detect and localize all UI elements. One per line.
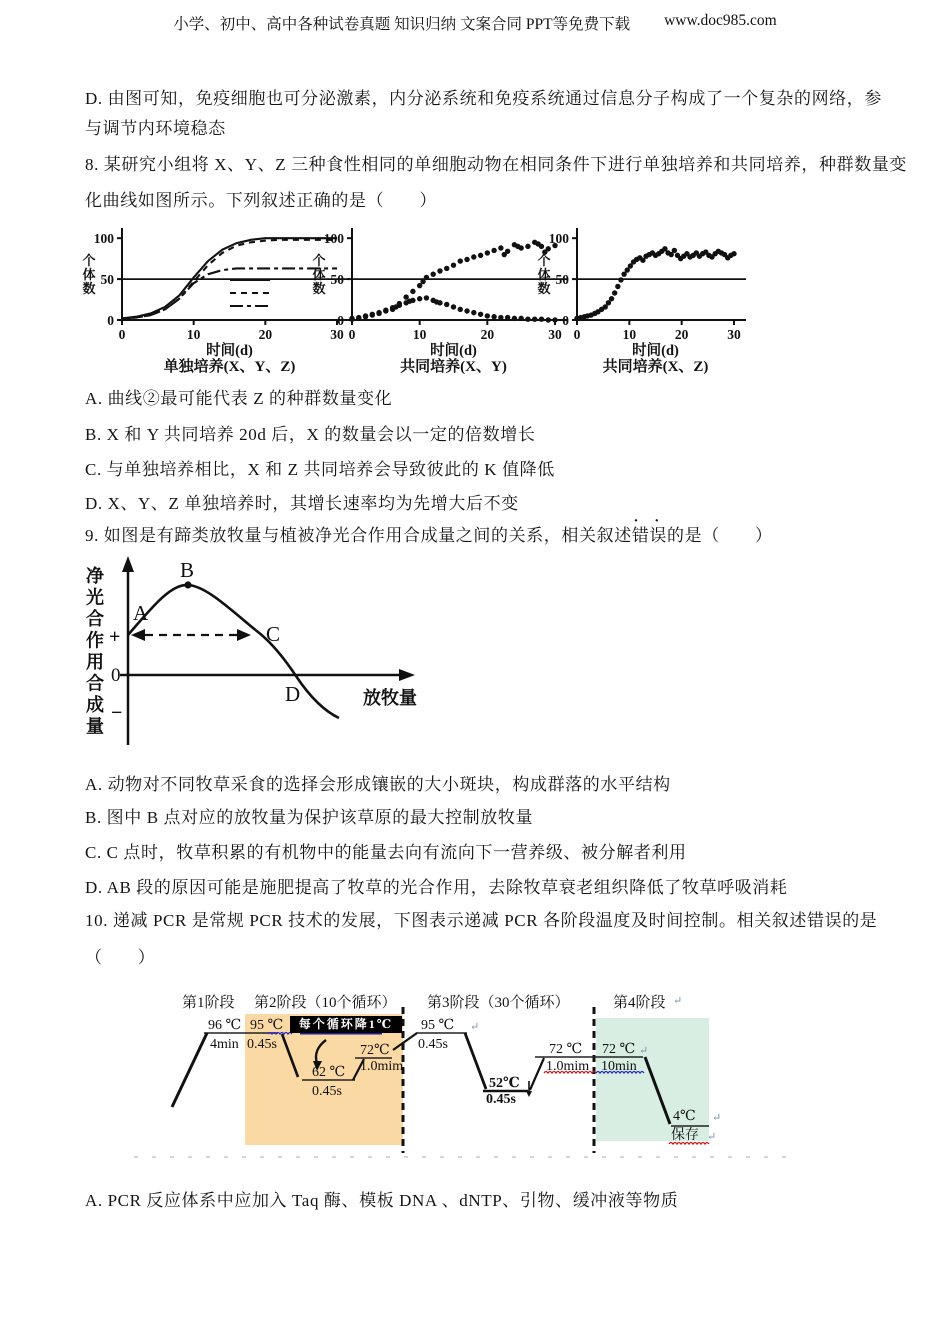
series-declining-point	[376, 311, 381, 316]
series-rising-point	[485, 250, 490, 255]
series-declining-point	[491, 314, 496, 319]
stage2-denature-temp: 95 ℃	[250, 1018, 284, 1033]
stage3-denature-time: 0.45s	[418, 1037, 448, 1052]
x-tick-label: 30	[330, 327, 344, 342]
series-declining-point	[525, 316, 530, 321]
q7-option-d-line2: 与调节内环境稳态	[85, 119, 226, 138]
series-xz-point	[609, 296, 614, 301]
x-tick-label: 0	[348, 327, 356, 342]
y-tick-label: 50	[100, 272, 114, 288]
series-declining-point	[444, 302, 449, 307]
stage2-extend-temp: 72℃	[360, 1043, 390, 1058]
y-tick-label: 0	[562, 313, 569, 328]
series-declining-point	[458, 307, 463, 312]
q8-stem-line2: 化曲线如图所示。下列叙述正确的是（ ）	[85, 191, 437, 210]
series-declining-point	[356, 316, 361, 321]
x-tick-label: 10	[412, 327, 427, 342]
q9-option-d: D. AB 段的原因可能是施肥提高了牧草的光合作用，去除牧草衰老组织降低了牧草呼吸消耗	[85, 878, 788, 897]
series-xz-point	[672, 248, 677, 253]
series-declining-point	[532, 316, 537, 321]
x-tick-label: 0	[118, 327, 126, 342]
page-header	[0, 12, 950, 34]
series-xz-point	[615, 284, 620, 289]
series-declining-point	[410, 298, 415, 303]
y-tick-label: 100	[93, 231, 114, 247]
series-rising-point	[451, 262, 456, 267]
stage1-time: 4min	[210, 1037, 239, 1052]
stage4-extend-temp: 72 ℃	[602, 1042, 636, 1057]
cycle-decrease-arrow	[316, 1040, 326, 1063]
x-tick-label: 20	[258, 327, 273, 342]
stage4-hold-label: 保存	[671, 1128, 699, 1143]
series-declining-point	[451, 304, 456, 309]
y-axis-label: 个体数	[82, 253, 96, 297]
q8-option-b: B. X 和 Y 共同培养 20d 后，X 的数量会以一定的倍数增长	[85, 425, 536, 444]
point-b-dot	[184, 581, 191, 588]
per-cycle-decrease-note: 每个循环降1℃	[290, 1016, 402, 1033]
ramp-95-to-52	[465, 1033, 486, 1089]
series-rising-point	[539, 244, 544, 249]
x-axis-label: 时间(d)	[206, 343, 253, 359]
x-axis-label: 时间(d)	[430, 343, 477, 359]
q9-option-b: B. 图中 B 点对应的放牧量为保护该草原的最大控制放牧量	[85, 808, 534, 827]
series-declining-point	[485, 313, 490, 318]
q9-option-a: A. 动物对不同牧草采食的选择会形成镶嵌的大小斑块，构成群落的水平结构	[85, 775, 671, 794]
series-rising-point	[444, 266, 449, 271]
stage3-denature-temp: 95 ℃	[421, 1018, 455, 1033]
series-declining-point	[464, 308, 469, 313]
stage4-hold-temp: 4℃	[673, 1109, 696, 1124]
net-photosynthesis-curve	[128, 585, 339, 718]
ramp-52-to-72	[530, 1058, 544, 1090]
stage1-header: 第1阶段	[182, 995, 235, 1011]
series-xz-point	[612, 290, 617, 295]
q8-option-d: D. X、Y、Z 单独培养时，其增长速率均为先增大后不变	[85, 494, 519, 513]
return-mark-2: ↵	[470, 1021, 480, 1033]
series-declining-point	[397, 303, 402, 308]
y-tick-label: 100	[548, 231, 569, 247]
series-declining-point	[417, 296, 422, 301]
series-declining-point	[383, 308, 388, 313]
series-rising-point	[410, 289, 415, 294]
q9-option-c: C. C 点时，牧草积累的有机物中的能量去向有流向下一营养级、被分解者利用	[85, 843, 687, 862]
stage4-header: 第4阶段	[613, 995, 666, 1011]
series-declining-point	[546, 317, 551, 322]
y-tick-label: 0	[337, 313, 344, 328]
q9-xlabel: 放牧量	[363, 688, 417, 708]
series-rising-point	[478, 253, 483, 258]
q9-ylabel: 净光合作用合成量	[86, 566, 104, 737]
y-mark-zero: 0	[111, 665, 121, 686]
ramp-72-to-95	[393, 1033, 417, 1050]
point-label-b: B	[180, 558, 195, 582]
stage3-header: 第3阶段（30个循环）	[427, 995, 570, 1011]
point-label-d: D	[285, 682, 301, 706]
x-axis-arrow-icon	[399, 669, 415, 681]
series-declining-point	[471, 310, 476, 315]
y-axis-label: 个体数	[312, 253, 326, 297]
header-text: 小学、初中、高中各种试卷真题 知识归纳 文案合同 PPT等免费下载	[173, 16, 631, 33]
series-rising-point	[525, 244, 530, 249]
return-mark-1: ↵	[673, 995, 683, 1007]
ramp-95-to-62	[282, 1034, 298, 1077]
chart-caption: 共同培养(X、Y)	[400, 359, 507, 375]
series-rising-point	[424, 275, 429, 280]
stage3-extend-time: 1.0mim	[546, 1059, 590, 1074]
stage3-anneal-temp: 52℃	[489, 1076, 520, 1091]
pcr-stage-diagram	[130, 985, 795, 1165]
x-tick-label: 10	[622, 327, 637, 342]
y-tick-label: 100	[323, 231, 344, 247]
chart-separate-culture	[65, 220, 350, 375]
series-declining-point	[518, 316, 523, 321]
series-rising-point	[464, 257, 469, 262]
x-axis-label: 时间(d)	[632, 343, 679, 359]
chart-coculture-xy	[312, 220, 580, 375]
series-rising-point	[505, 249, 510, 254]
series-declining-point	[437, 300, 442, 305]
series-declining-point	[512, 316, 517, 321]
series-declining-point	[363, 314, 368, 319]
chart-coculture-xz	[537, 220, 808, 375]
dashed-arrow-right-head-icon	[237, 629, 251, 641]
x-tick-label: 30	[548, 327, 562, 342]
x-tick-label: 10	[186, 327, 201, 342]
series-declining-point	[505, 315, 510, 320]
series-rising-point	[431, 271, 436, 276]
stage2-anneal-temp: 62 ℃	[312, 1065, 346, 1080]
x-tick-label: 30	[727, 327, 741, 342]
q8-option-a: A. 曲线②最可能代表 Z 的种群数量变化	[85, 389, 393, 408]
point-label-c: C	[266, 622, 281, 646]
return-mark-4: ↵	[712, 1112, 722, 1124]
y-mark-plus: +	[109, 626, 121, 648]
series-declining-point	[498, 315, 503, 320]
tick-52c-arrowhead-icon	[526, 1091, 532, 1097]
stage2-anneal-time: 0.45s	[312, 1084, 342, 1099]
q10-stem-line1: 10. 递减 PCR 是常规 PCR 技术的发展，下图表示递减 PCR 各阶段温度及时间控制。相关叙述错误的是	[85, 911, 878, 930]
q7-option-d-line1: D. 由图可知，免疫细胞也可分泌激素，内分泌系统和免疫系统通过信息分子构成了一个复杂的网络，参	[85, 89, 882, 108]
series-xz-point	[731, 251, 736, 256]
series-rising-point	[546, 246, 551, 251]
x-tick-label: 0	[573, 327, 581, 342]
series-rising-point	[518, 245, 523, 250]
stage2-extend-time: 1.0mim	[360, 1059, 404, 1074]
series-declining-point	[552, 317, 557, 322]
header-site-url[interactable]: www.doc985.com	[664, 12, 777, 29]
q10-option-a: A. PCR 反应体系中应加入 Taq 酶、模板 DNA 、dNTP、引物、缓冲液等物质	[85, 1191, 679, 1210]
series-rising-point	[458, 258, 463, 263]
x-tick-label: 20	[480, 327, 495, 342]
y-tick-label: 50	[330, 272, 344, 288]
q9-stem-emphasis: · · 错误	[632, 526, 667, 545]
stage4-extend-time: 10min	[601, 1059, 637, 1074]
point-label-a: A	[133, 601, 149, 625]
q8-option-c: C. 与单独培养相比，X 和 Z 共同培养会导致彼此的 K 值降低	[85, 460, 555, 479]
series-declining-point	[478, 312, 483, 317]
q8-stem-line1: 8. 某研究小组将 X、Y、Z 三种食性相同的单细胞动物在相同条件下进行单独培养和共同培养，种群数量变	[85, 155, 908, 174]
q9-stem-pre: 9. 如图是有蹄类放牧量与植被净光合作用合成量之间的关系，相关叙述	[85, 526, 632, 545]
series-declining-point	[424, 295, 429, 300]
chart-caption: 单独培养(X、Y、Z)	[163, 359, 296, 375]
ramp-initial	[172, 1033, 207, 1107]
y-mark-minus: −	[111, 702, 123, 724]
return-mark-3: ↵	[639, 1045, 649, 1057]
y-tick-label: 50	[555, 272, 569, 288]
series-rising-point	[498, 245, 503, 250]
q10-stem-line2: （ ）	[85, 948, 156, 967]
y-axis-label: 个体数	[537, 253, 551, 297]
stage3-anneal-time: 0.45s	[486, 1092, 516, 1107]
series-declining-point	[539, 316, 544, 321]
stage3-extend-temp: 72 ℃	[549, 1042, 583, 1057]
series-rising-point	[491, 248, 496, 253]
x-tick-label: 20	[674, 327, 689, 342]
series-declining-point	[349, 316, 354, 321]
q9-stem-post: 的是（ ）	[667, 526, 773, 545]
series-rising-point	[471, 254, 476, 259]
chart-caption: 共同培养(X、Z)	[602, 359, 709, 375]
series-xz-point	[618, 277, 623, 282]
stage2-denature-time: 0.45s	[247, 1037, 277, 1052]
return-mark-5: ↵	[707, 1131, 717, 1143]
y-axis-arrow-icon	[122, 556, 134, 572]
stage1-temp: 96 ℃	[208, 1018, 242, 1033]
y-tick-label: 0	[107, 313, 114, 328]
stage2-header: 第2阶段（10个循环）	[254, 995, 397, 1011]
series-rising-point	[437, 268, 442, 273]
q9-stem	[85, 521, 915, 546]
series-declining-point	[370, 312, 375, 317]
ramp-72-to-4	[645, 1057, 670, 1124]
grazing-photosynthesis-chart	[65, 552, 465, 757]
